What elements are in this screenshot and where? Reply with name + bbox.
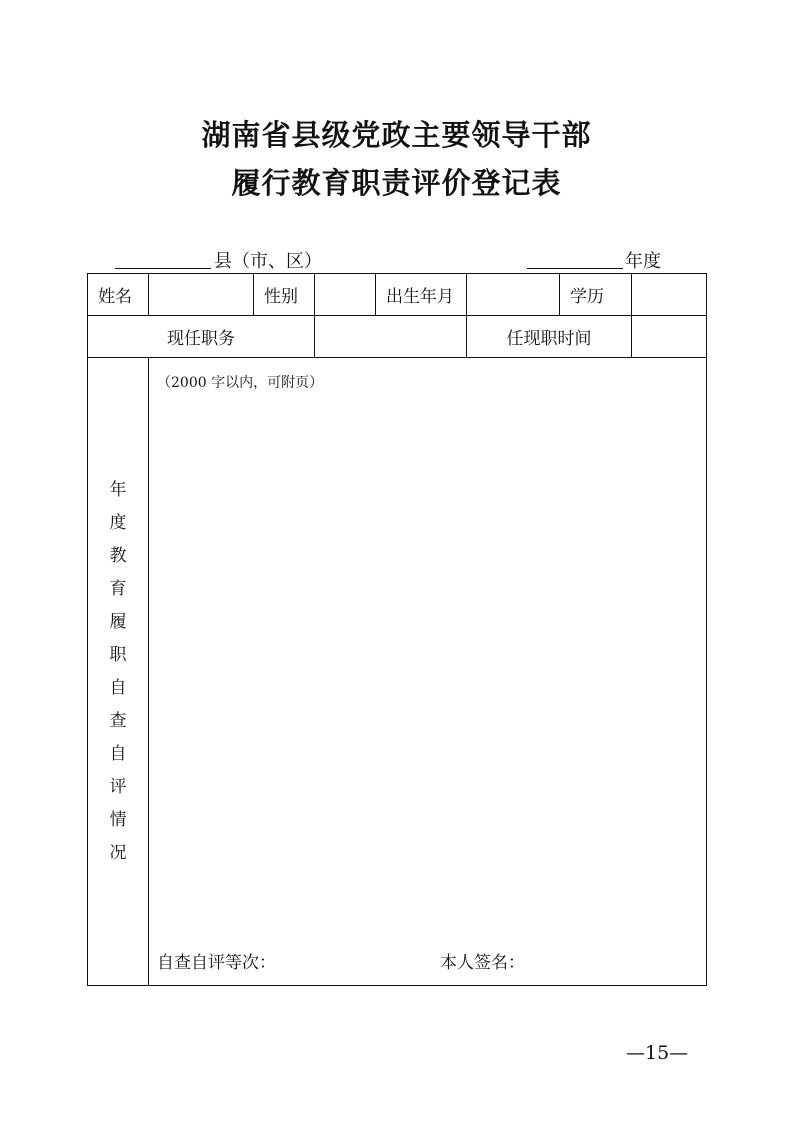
year-blank-line[interactable] (527, 246, 623, 269)
vertical-section-title (88, 358, 148, 985)
vertical-label-char: 自 (109, 743, 127, 764)
evaluation-form-table (87, 273, 707, 986)
gender-label: 性别 (254, 274, 315, 316)
signature-label: 本人签名： (440, 953, 525, 973)
education-field[interactable] (632, 274, 707, 316)
current-position-label: 现任职务 (88, 316, 315, 358)
form-title-line-1: 湖南省县级党政主要领导干部 (201, 118, 592, 152)
vertical-label-char: 评 (109, 776, 127, 797)
vertical-label-char: 年 (109, 479, 127, 500)
vertical-label-char: 职 (109, 644, 127, 665)
year-label: 年度 (625, 251, 661, 272)
word-limit-note: （2000 字以内，可附页） (157, 375, 324, 391)
name-field[interactable] (149, 274, 254, 316)
vertical-label-char: 履 (109, 611, 127, 632)
tenure-start-label: 任现职时间 (467, 316, 632, 358)
page-number: —15— (626, 1042, 689, 1064)
vertical-label-char: 教 (109, 545, 127, 566)
self-rating-label: 自查自评等次： (157, 953, 276, 973)
vertical-label-char: 育 (109, 578, 127, 599)
county-label: 县（市、区） (214, 251, 322, 272)
personal-info-row (88, 274, 707, 316)
tenure-start-field[interactable] (632, 316, 707, 358)
name-label: 姓名 (88, 274, 149, 316)
education-label: 学历 (560, 274, 632, 316)
vertical-label-char: 情 (109, 809, 127, 830)
gender-field[interactable] (315, 274, 376, 316)
birth-date-field[interactable] (467, 274, 560, 316)
vertical-label-char: 自 (109, 677, 127, 698)
county-blank-line[interactable] (115, 246, 211, 269)
vertical-label-char: 查 (109, 710, 127, 731)
self-evaluation-section-label (88, 358, 149, 986)
self-evaluation-row (88, 358, 707, 986)
form-header-row (0, 246, 793, 274)
form-title-line-2: 履行教育职责评价登记表 (231, 166, 562, 200)
birth-date-label: 出生年月 (376, 274, 467, 316)
vertical-label-char: 况 (109, 842, 127, 863)
position-info-row (88, 316, 707, 358)
current-position-field[interactable] (315, 316, 467, 358)
vertical-label-char: 度 (109, 512, 127, 533)
self-evaluation-content-field[interactable] (149, 358, 707, 986)
